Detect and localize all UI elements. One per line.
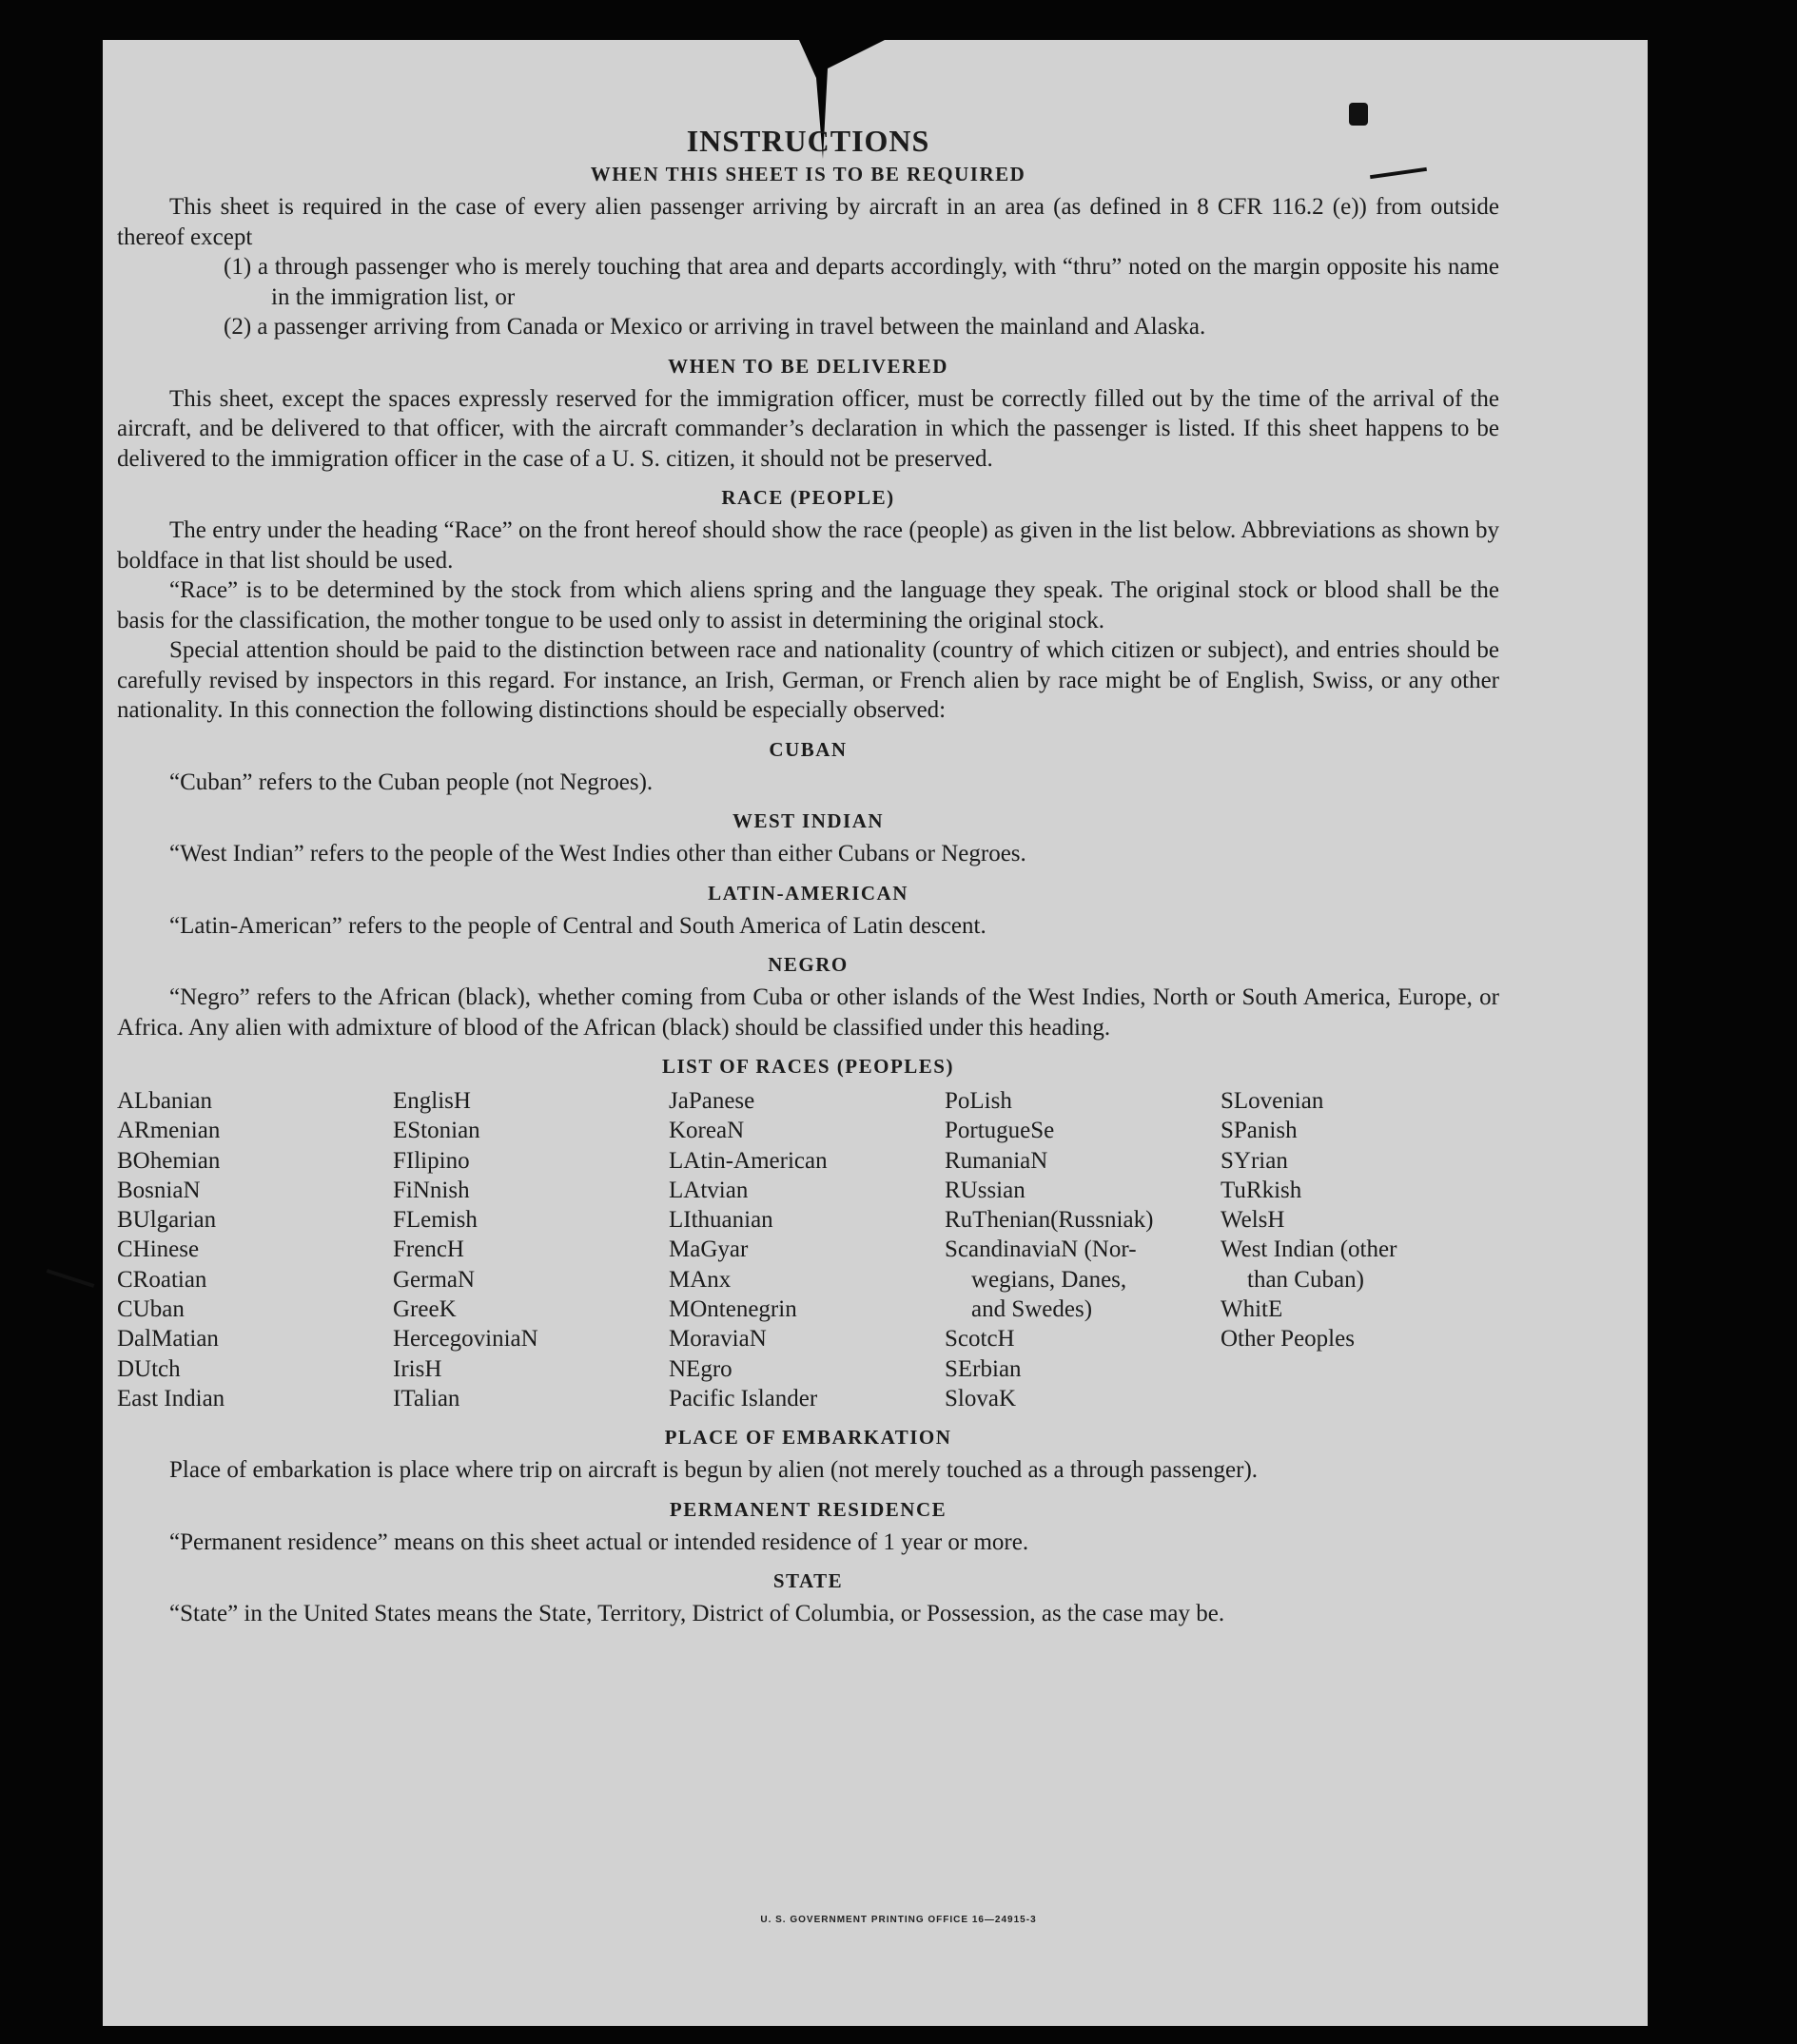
race-entry: MAnx	[669, 1266, 732, 1293]
race-entry: GermaN	[393, 1266, 476, 1293]
race-entry: FiNnish	[393, 1177, 470, 1203]
cuban-text: “Cuban” refers to the Cuban people (not Negroes).	[169, 769, 654, 795]
state-text: “State” in the United States means the State, Territory, District of Columbia, or Possession, as the case may be.	[169, 1601, 1225, 1627]
page-title: INSTRUCTIONS	[686, 124, 930, 158]
race-paragraph-3: Special attention should be paid to the distinction between race and nationality (country of which citizen or subject), and entries should be carefully revised by inspectors in this regard. For instance, an Irish, German, or French alien by race might be of English, Swiss, or any other nationality. In this connection the following distinctions should be especially observed:	[117, 637, 1499, 723]
races-column-4	[945, 1086, 1221, 1413]
races-column-2	[393, 1086, 669, 1413]
heading-race: RACE (PEOPLE)	[721, 486, 895, 509]
race-entry: RuThenian(Russniak)	[945, 1207, 1154, 1234]
instructions-content	[117, 122, 1499, 1629]
race-entry: SPanish	[1221, 1118, 1298, 1144]
race-entry: WelsH	[1221, 1207, 1285, 1234]
required-intro: This sheet is required in the case of every alien passenger arriving by aircraft in an area (as defined in 8 CFR 116.2 (e)) from outside thereof except	[117, 194, 1499, 250]
heading-negro: NEGRO	[768, 953, 849, 976]
latin-american-text: “Latin-American” refers to the people of Central and South America of Latin descent.	[169, 912, 986, 939]
margin-mark	[47, 1269, 95, 1288]
race-entry: TuRkish	[1221, 1177, 1302, 1203]
race-entry: GreeK	[393, 1296, 457, 1323]
races-column-5	[1221, 1086, 1496, 1413]
race-entry: ITalian	[393, 1385, 460, 1411]
race-entry: MoraviaN	[669, 1326, 767, 1353]
race-entry: East Indian	[117, 1385, 225, 1411]
heading-required: WHEN THIS SHEET IS TO BE REQUIRED	[590, 163, 1026, 185]
heading-west-indian: WEST INDIAN	[732, 809, 885, 832]
races-column-3	[669, 1086, 945, 1413]
heading-residence: PERMANENT RESIDENCE	[669, 1497, 947, 1521]
race-entry: KoreaN	[669, 1118, 745, 1144]
race-entry: DUtch	[117, 1355, 181, 1382]
race-entry: LAtvian	[669, 1177, 749, 1203]
race-entry: West Indian (other	[1221, 1236, 1397, 1263]
heading-cuban: CUBAN	[769, 737, 848, 761]
race-entry: CHinese	[117, 1236, 200, 1263]
race-entry: Other Peoples	[1221, 1326, 1355, 1353]
race-entry: PoLish	[945, 1088, 1012, 1114]
race-entry: JaPanese	[669, 1088, 755, 1114]
race-entry: CUban	[117, 1296, 185, 1323]
race-entry: MaGyar	[669, 1236, 749, 1263]
race-entry: WhitE	[1221, 1296, 1283, 1323]
race-entry: BosniaN	[117, 1177, 201, 1203]
race-entry: Pacific Islander	[669, 1385, 818, 1411]
race-entry: ARmenian	[117, 1118, 221, 1144]
negro-text: “Negro” refers to the African (black), whether coming from Cuba or other islands of the West Indies, North or South America, Europe, or Africa. Any alien with admixture of blood of the African (black) should be classified under this heading.	[117, 984, 1499, 1041]
race-entry: HercegoviniaN	[393, 1326, 538, 1353]
heading-list-of-races: LIST OF RACES (PEOPLES)	[662, 1055, 954, 1078]
race-entry: FLemish	[393, 1207, 478, 1234]
race-entry: NEgro	[669, 1355, 732, 1382]
race-entry: RumaniaN	[945, 1147, 1048, 1174]
heading-embarkation: PLACE OF EMBARKATION	[664, 1426, 952, 1450]
required-item-2: (2) a passenger arriving from Canada or Mexico or arriving in travel between the mainland and Alaska.	[224, 314, 1206, 340]
west-indian-text: “West Indian” refers to the people of the West Indies other than either Cubans or Negroes.	[169, 841, 1026, 866]
race-entry: ALbanian	[117, 1088, 212, 1114]
required-item-1: (1) a through passenger who is merely touching that area and departs accordingly, with “thru” noted on the margin opposite his name in the immigration list, or	[224, 254, 1499, 310]
race-entry: ScotcH	[945, 1326, 1015, 1353]
race-entry: and Swedes)	[971, 1296, 1093, 1323]
heading-latin-american: LATIN-AMERICAN	[708, 881, 908, 905]
delivered-text: This sheet, except the spaces expressly reserved for the immigration officer, must be correctly filled out by the time of the arrival of the aircraft, and be delivered to that officer, with the aircraft commander’s declaration in which the passenger is listed. If this sheet happens to be delivered to the immigration officer in the case of a U. S. citizen, it should not be preserved.	[117, 385, 1499, 472]
race-entry: ScandinaviaN (Nor-	[945, 1236, 1137, 1263]
race-entry: FrencH	[393, 1236, 464, 1263]
race-entry: CRoatian	[117, 1266, 207, 1293]
race-entry: DalMatian	[117, 1326, 219, 1353]
race-paragraph-2: “Race” is to be determined by the stock from which aliens spring and the language they speak. The original stock or blood shall be the basis for the classification, the mother tongue to be used only to assist in determining the original stock.	[117, 577, 1499, 633]
race-entry: FIlipino	[393, 1147, 470, 1174]
race-entry: MOntenegrin	[669, 1296, 797, 1323]
race-entry: RUssian	[945, 1177, 1025, 1203]
race-entry: than Cuban)	[1247, 1266, 1364, 1293]
race-entry: SYrian	[1221, 1147, 1288, 1174]
race-entry: LAtin-American	[669, 1147, 828, 1174]
race-entry: LIthuanian	[669, 1207, 773, 1234]
race-entry: SErbian	[945, 1355, 1022, 1382]
race-entry: EStonian	[393, 1118, 480, 1144]
race-entry: BOhemian	[117, 1147, 221, 1174]
race-entry: SLovenian	[1221, 1088, 1324, 1114]
heading-state: STATE	[772, 1569, 844, 1593]
race-entry: EnglisH	[393, 1088, 471, 1114]
race-entry: PortugueSe	[945, 1118, 1055, 1144]
heading-delivered: WHEN TO BE DELIVERED	[668, 354, 948, 378]
printing-office-footer: U. S. GOVERNMENT PRINTING OFFICE 16—24915-3	[760, 1915, 1037, 1925]
embarkation-text: Place of embarkation is place where trip on aircraft is begun by alien (not merely touched as a through passenger).	[169, 1457, 1259, 1484]
residence-text: “Permanent residence” means on this sheet actual or intended residence of 1 year or more.	[169, 1528, 1029, 1555]
race-entry: SlovaK	[945, 1385, 1016, 1411]
races-column-1	[117, 1086, 393, 1413]
race-entry: wegians, Danes,	[971, 1266, 1127, 1293]
race-entry: IrisH	[393, 1355, 442, 1382]
races-list	[117, 1086, 1499, 1413]
race-paragraph-1: The entry under the heading “Race” on the front hereof should show the race (people) as given in the list below. Abbreviations as shown by boldface in that list should be used.	[117, 517, 1499, 574]
race-entry: BUlgarian	[117, 1207, 217, 1234]
